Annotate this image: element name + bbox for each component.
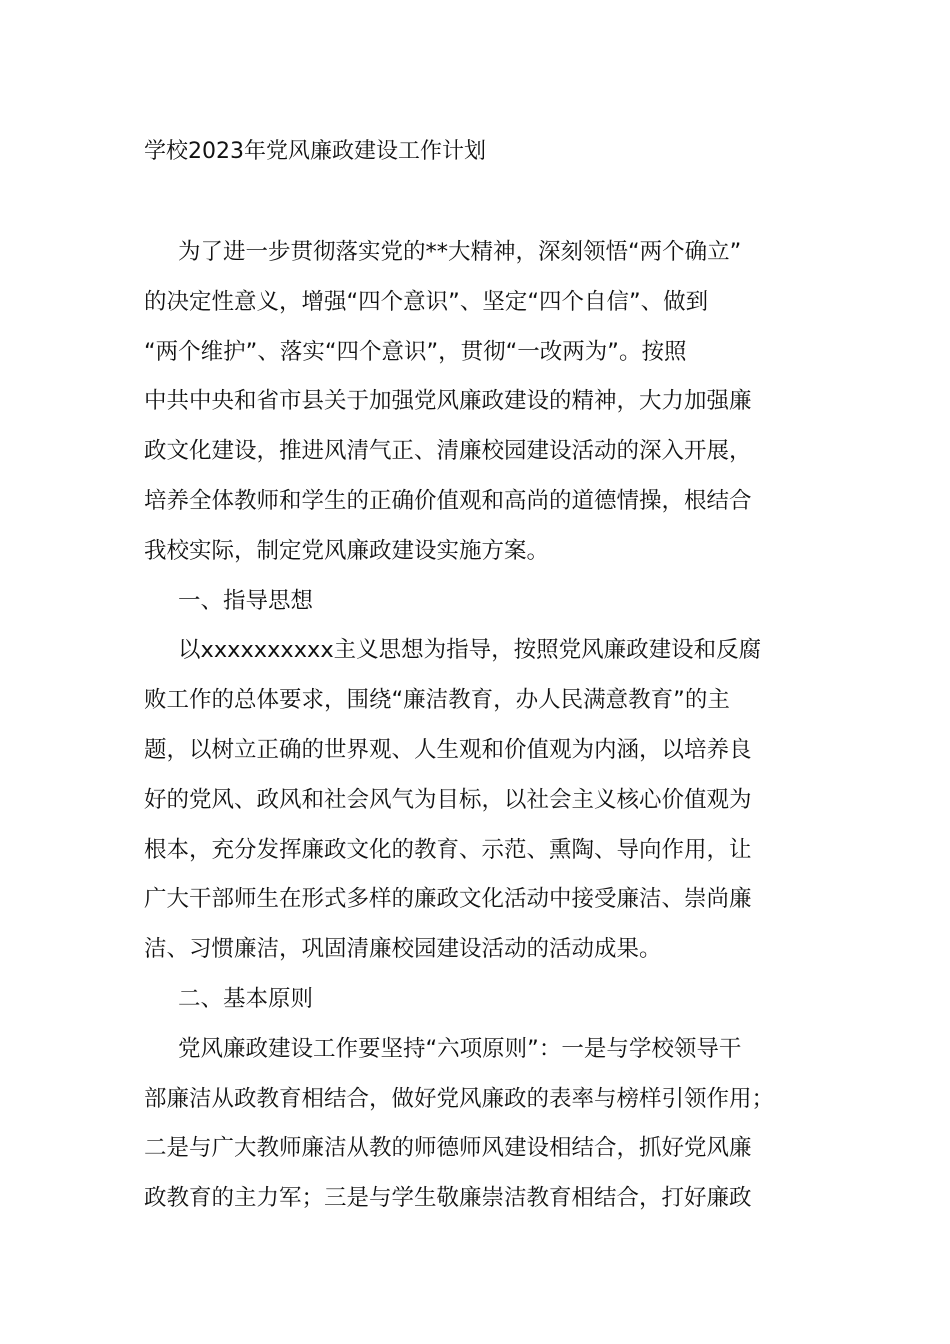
body-line: 政文化建设，推进风清气正、清廉校园建设活动的深入开展， xyxy=(144,438,752,465)
body-line: 二、基本原则 xyxy=(178,985,314,1012)
document-body xyxy=(144,228,814,1224)
body-line: 广大干部师生在形式多样的廉政文化活动中接受廉洁、崇尚廉 xyxy=(144,886,752,913)
body-line: “两个维护”、落实“四个意识”，贯彻“一改两为”。按照 xyxy=(144,338,687,365)
body-line: 好的党风、政风和社会风气为目标，以社会主义核心价值观为 xyxy=(144,786,752,813)
body-line: 根本，充分发挥廉政文化的教育、示范、熏陶、导向作用，让 xyxy=(144,836,752,863)
body-line: 政教育的主力军；三是与学生敬廉崇洁教育相结合，打好廉政 xyxy=(144,1185,752,1212)
body-line: 党风廉政建设工作要坚持“六项原则”：一是与学校领导干 xyxy=(178,1035,742,1062)
body-line: 部廉洁从政教育相结合，做好党风廉政的表率与榜样引领作用； xyxy=(144,1085,775,1112)
body-line: 培养全体教师和学生的正确价值观和高尚的道德情操，根结合 xyxy=(144,487,752,514)
body-line: 为了进一步贯彻落实党的**大精神，深刻领悟“两个确立” xyxy=(178,239,742,265)
body-line: 以xxxxxxxxxx主义思想为指导，按照党风廉政建设和反腐 xyxy=(178,637,762,664)
body-line: 洁、习惯廉洁，巩固清廉校园建设活动的活动成果。 xyxy=(144,936,662,963)
body-line: 败工作的总体要求，围绕“廉洁教育，办人民满意教育”的主 xyxy=(144,687,730,714)
document-title: 学校2023年党风廉政建设工作计划 xyxy=(144,139,486,164)
body-line: 中共中央和省市县关于加强党风廉政建设的精神，大力加强廉 xyxy=(144,388,752,415)
body-line: 我校实际，制定党风廉政建设实施方案。 xyxy=(144,537,550,564)
body-line: 二是与广大教师廉洁从教的师德师风建设相结合，抓好党风廉 xyxy=(144,1135,752,1162)
body-line: 的决定性意义，增强“四个意识”、坚定“四个自信”、做到 xyxy=(144,288,709,315)
body-line: 一、指导思想 xyxy=(178,587,314,614)
body-line: 题，以树立正确的世界观、人生观和价值观为内涵，以培养良 xyxy=(144,736,752,763)
